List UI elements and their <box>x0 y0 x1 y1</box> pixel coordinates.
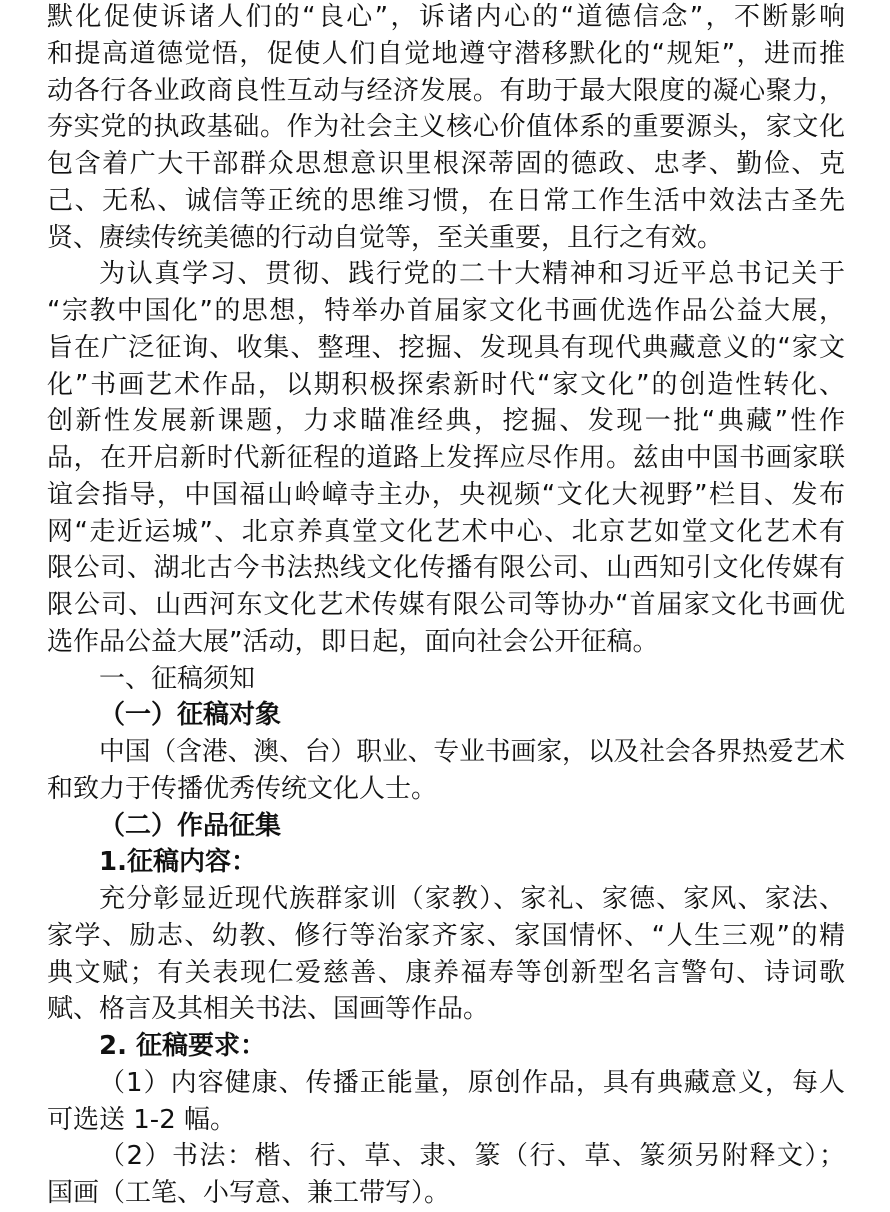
purpose-line-7: 谊会指导，中国福山岭嶂寺主办，央视频“文化大视野”栏目、发布 <box>47 480 847 510</box>
item-2-line-4: 国画（工笔、小写意、兼工带写）。 <box>47 1178 451 1208</box>
purpose-line-11: 选作品公益大展”活动，即日起，面向社会公开征稿。 <box>47 627 659 657</box>
item-2-line-2: 可选送 1-2 幅。 <box>47 1105 236 1135</box>
purpose-line-6: 品，在开启新时代新征程的道路上发挥应尽作用。兹由中国书画家联 <box>47 443 846 473</box>
purpose-line-1: 为认真学习、贯彻、践行党的二十大精神和习近平总书记关于 <box>99 259 847 289</box>
intro-line-4: 夯实党的执政基础。作为社会主义核心价值体系的重要源头，家文化 <box>47 112 846 142</box>
intro-line-2: 和提高道德觉悟，促使人们自觉地遵守潜移默化的“规矩”，进而推 <box>47 39 847 69</box>
intro-line-7: 贤、赓续传统美德的行动自觉等，至关重要，且行之有效。 <box>47 223 724 253</box>
item-2-line-1: （1）内容健康、传播正能量，原创作品，具有典藏意义，每人 <box>99 1068 847 1098</box>
subsection-2-heading: （二）作品征集 <box>99 811 282 841</box>
intro-line-6: 己、无私、诚信等正统的思维习惯，在日常工作生活中效法古圣先 <box>47 186 847 216</box>
item-2-heading: 2. 征稿要求： <box>99 1031 267 1061</box>
item-1-line-1: 充分彰显近现代族群家训（家教）、家礼、家德、家风、家法、 <box>99 884 847 914</box>
intro-line-3: 动各行各业政商良性互动与经济发展。有助于最大限度的凝心聚力， <box>47 76 846 106</box>
intro-line-1: 默化促使诉诸人们的“良心”，诉诸内心的“道德信念”，不断影响 <box>47 2 848 32</box>
item-1-line-2: 家学、励志、幼教、修行等治家齐家、家国情怀、“人生三观”的精 <box>47 921 847 951</box>
section-1-heading: 一、征稿须知 <box>99 664 256 694</box>
purpose-line-9: 限公司、湖北古今书法热线文化传播有限公司、山西知引文化传媒有 <box>47 553 846 583</box>
item-1-heading: 1.征稿内容： <box>99 847 257 877</box>
subsection-1-line-2: 和致力于传播优秀传统文化人士。 <box>47 774 438 804</box>
item-2-line-3: （2）书法：楷、行、草、隶、篆（行、草、篆须另附释文）； <box>99 1141 847 1171</box>
intro-line-5: 包含着广大干部群众思想意识里根深蒂固的德政、忠孝、勤俭、克 <box>47 149 847 179</box>
item-1-line-3: 典文赋；有关表现仁爱慈善、康养福寿等创新型名言警句、诗词歌 <box>47 958 847 988</box>
purpose-line-2: “宗教中国化”的思想，特举办首届家文化书画优选作品公益大展， <box>47 296 847 326</box>
purpose-line-8: 网“走近运城”、北京养真堂文化艺术中心、北京艺如堂文化艺术有 <box>47 517 847 547</box>
purpose-line-10: 限公司、山西河东文化艺术传媒有限公司等协办“首届家文化书画优 <box>47 590 847 620</box>
purpose-line-4: 化”书画艺术作品，以期积极探索新时代“家文化”的创造性转化、 <box>47 370 847 400</box>
subsection-1-heading: （一）征稿对象 <box>99 700 282 730</box>
purpose-line-5: 创新性发展新课题，力求瞄准经典，挖掘、发现一批“典藏”性作 <box>47 406 848 436</box>
purpose-line-3: 旨在广泛征询、收集、整理、挖掘、发现具有现代典藏意义的“家文 <box>47 333 847 363</box>
item-1-line-4: 赋、格言及其相关书法、国画等作品。 <box>47 994 490 1024</box>
subsection-1-line-1: 中国（含港、澳、台）职业、专业书画家，以及社会各界热爱艺术 <box>99 737 846 767</box>
